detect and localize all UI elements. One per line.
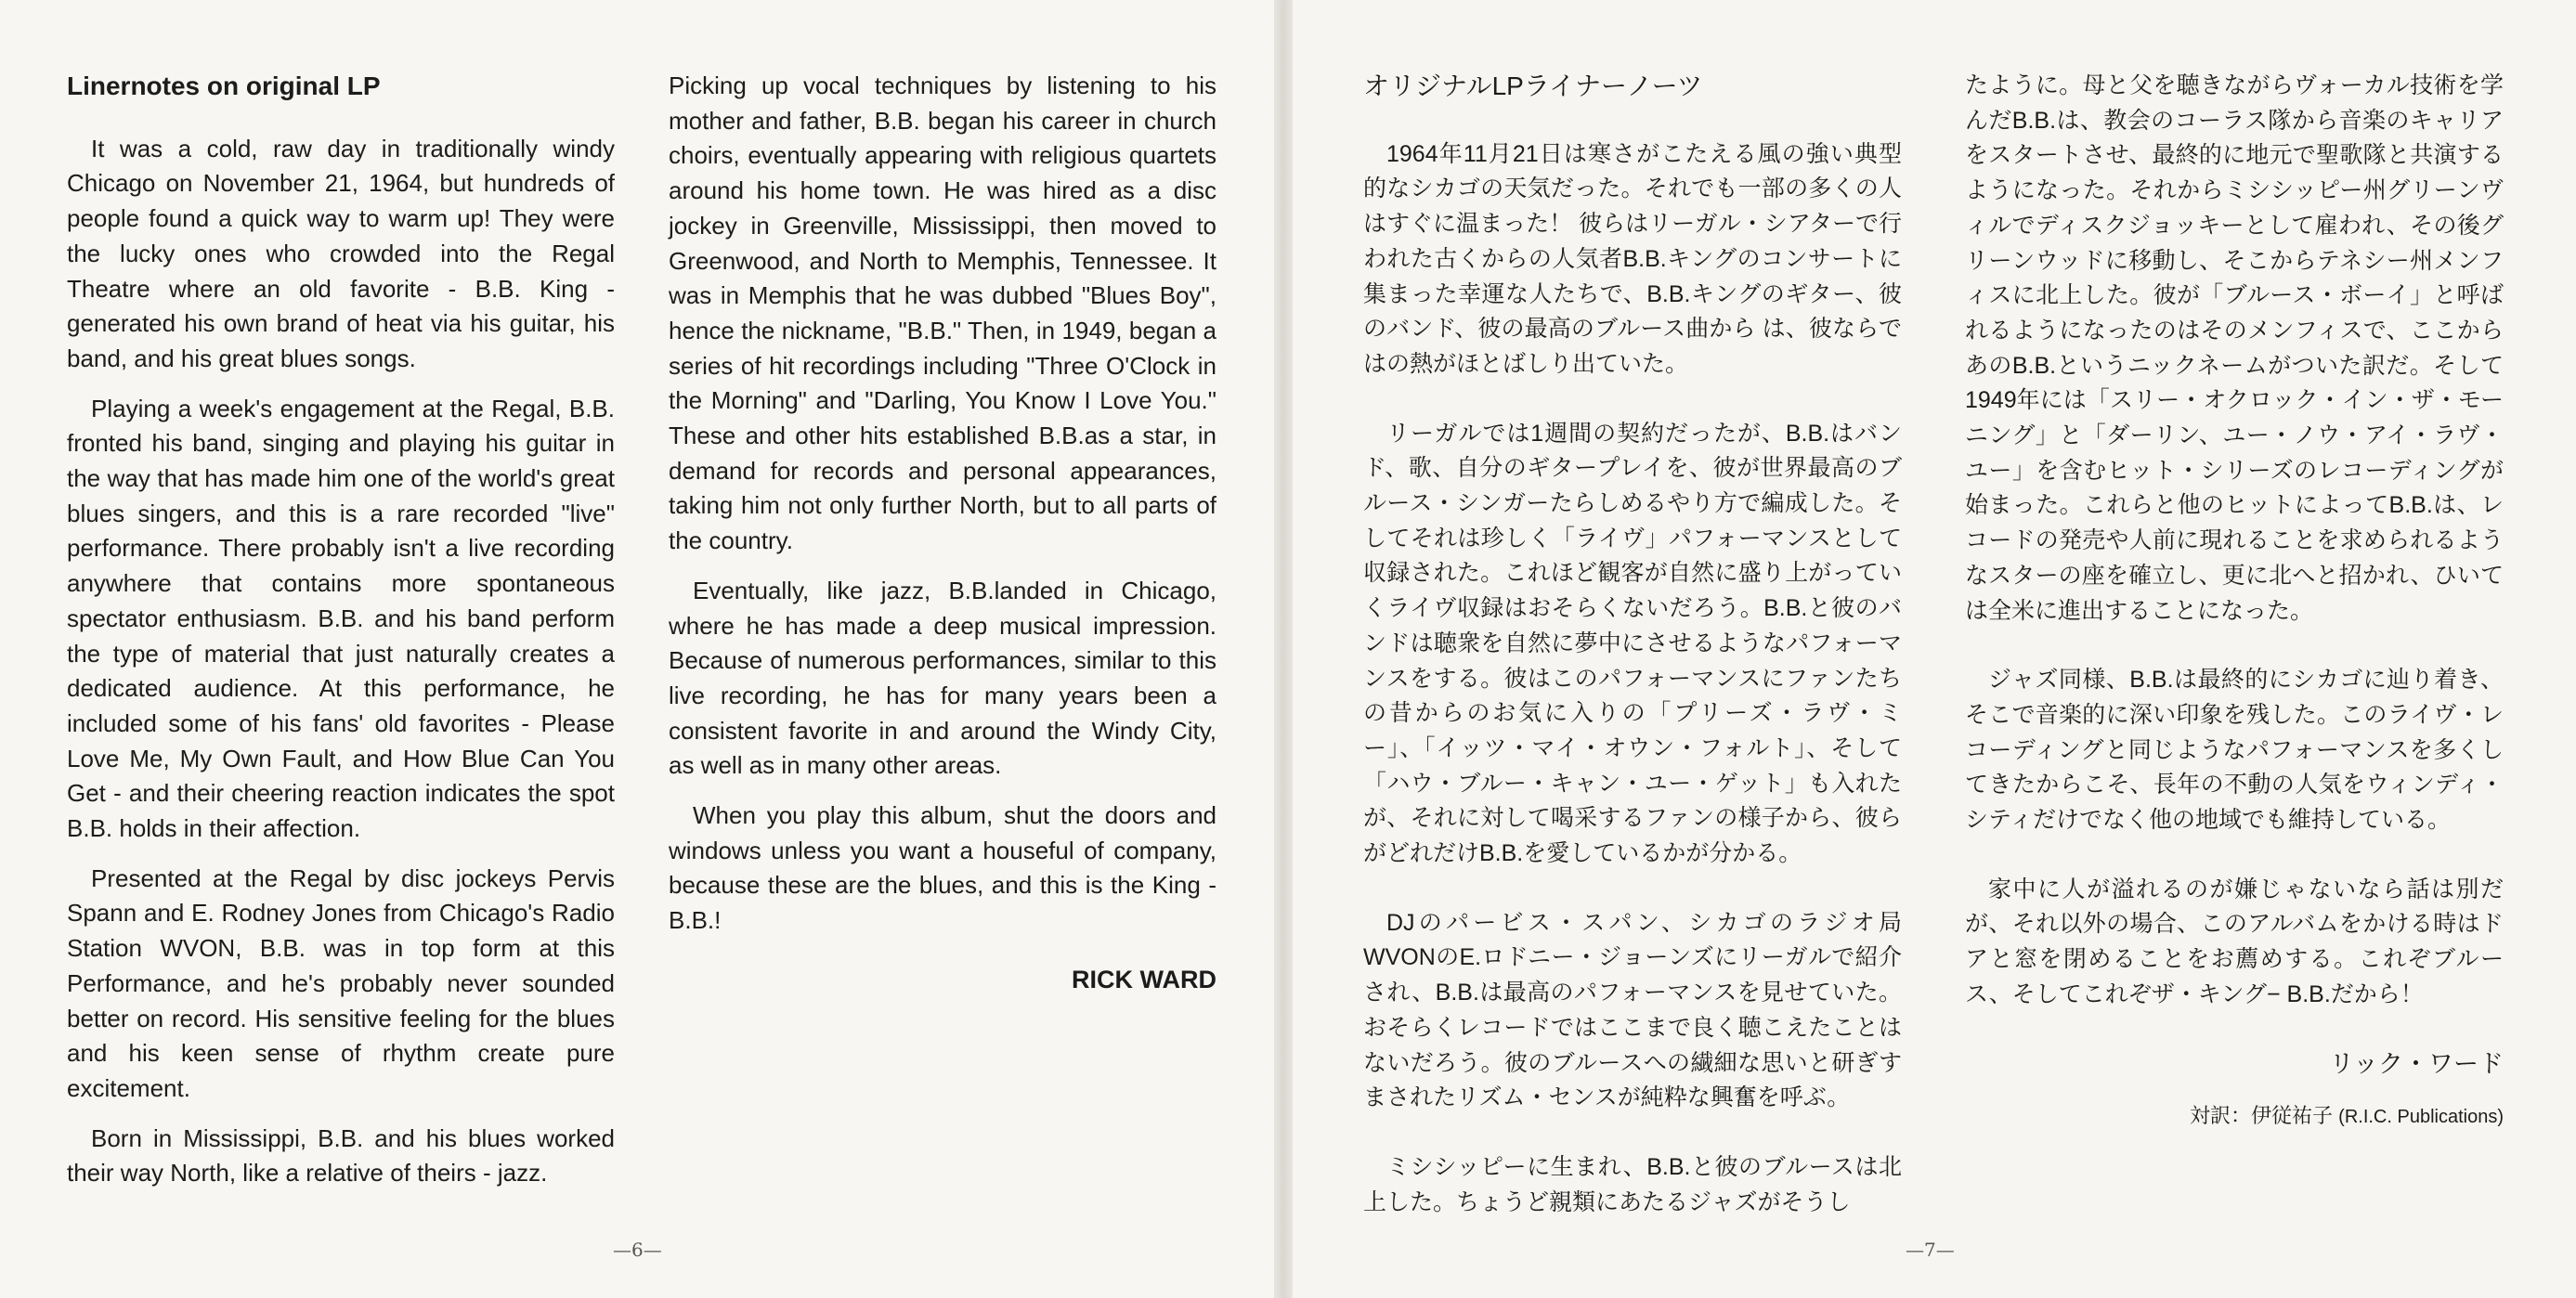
japanese-paragraph: ジャズ同様、B.B.は最終的にシカゴに辿り着き、そこで音楽的に深い印象を残した。このライヴ・レコーディングと同じようなパフォーマンスを多くしてきたからこそ、長年の不動の人気をウィンディ・シティだけでなく他の地域でも維持している。 xyxy=(1965,667,2504,834)
japanese-paragraph: リーガルでは1週間の契約だったが、B.B.はバンド、歌、自分のギタープレイを、彼が世界最高のブルース・シンガーたらしめるやり方で編成した。そしてそれは珍しく「ライヴ」パフォーマンスとして収録された。これほど観客が自然に盛り上がっていくライヴ収録はおそらくないだろう。B.B.と彼のバンドは聴衆を自然に夢中にさせるようなパフォーマンスをする。彼はこのパフォーマンスにファンたちの昔からのお気に入りの「プリーズ・ラヴ・ミー」、「イッツ・マイ・オウン・フォルト」、そして「ハウ・ブルー・キャン・ユー・ゲット」も入れたが、それに対して喝采するファンの様子から、彼らがどれだけB.B.を愛しているかが分かる。 xyxy=(1363,420,1902,867)
linernotes-heading: Linernotes on original LP xyxy=(67,71,381,100)
page-number-6: —6— xyxy=(613,1239,662,1261)
translator-name: 対訳：伊従祐子 xyxy=(2190,1104,2334,1128)
signature-rick-ward: RICK WARD xyxy=(1072,965,1216,993)
left-paragraph: Born in Mississippi, B.B. and his blues worked their way North, like a relative of theirs - jazz. xyxy=(67,1123,615,1188)
book-gutter xyxy=(1274,0,1293,1298)
signature-japanese: リック・ワード xyxy=(2329,1049,2504,1078)
japanese-paragraph: 家中に人が溢れるのが嫌じゃないなら話は別だが、それ以外の場合、このアルバムをかける時はドアと窓を閉めることをお薦めする。これぞブルース、そしてこれぞザ・キング− B.B.だから！ xyxy=(1965,876,2504,1007)
left-column-1 xyxy=(67,69,615,1206)
japanese-paragraph: 1964年11月21日は寒さがこたえる風の強い典型的なシカゴの天気だった。それでも一部の多くの人はすぐに温まった！ 彼らはリーガル・シアターで行われた古くからの人気者B.B.キングのコンサートに集まった幸運な人たちで、B.B.キングのギター、彼のバンド、彼の最高のブルース曲から は、彼ならではの熱がほとばしり出ていた。 xyxy=(1363,140,1902,377)
left-paragraph: It was a cold, raw day in traditionally windy Chicago on November 21, 1964, but hundreds of people found a quick way to warm up! They were the lucky ones who crowded into the Regal Theatre where an old favorite - B.B. King - generated his own brand of heat via his guitar, his band, and his great blues songs. xyxy=(67,134,615,372)
left-paragraph: Picking up vocal techniques by listening to his mother and father, B.B. began his career in church choirs, eventually appearing with religious quartets around his home town. He was hired as a disc jockey in Greenville, Mississippi, then moved to Greenwood, and North to Memphis, Tennessee. It was in Memphis that he was dubbed "Blues Boy", hence the nickname, "B.B." Then, in 1949, began a series of hit recordings including "Three O'Clock in the Morning" and "Darling, You Know I Love You." These and other hits established B.B.as a star, in demand for records and personal appearances, taking him not only further North, but to all parts of the country. xyxy=(669,71,1216,555)
japanese-paragraph: ミシシッピーに生まれ、B.B.と彼のブルースは北上した。ちょうど親類にあたるジャズがそうし xyxy=(1363,1153,1902,1215)
japanese-heading: オリジナルLPライナーノーツ xyxy=(1363,71,1703,100)
japanese-column-2 xyxy=(1965,69,2504,1136)
japanese-paragraph: DJのパービス・スパン、シカゴのラジオ局WVONのE.ロドニー・ジョーンズにリーガルで紹介され、B.B.は最高のパフォーマンスを見せていた。おそらくレコードではここまで良く聴こえたことはないだろう。彼のブルースへの繊細な思いと研ぎすまされたリズム・センスが純粋な興奮を呼ぶ。 xyxy=(1363,909,1902,1111)
japanese-paragraph: たように。母と父を聴きながらヴォーカル技術を学んだB.B.は、教会のコーラス隊から音楽のキャリアをスタートさせ、最終的に地元で聖歌隊と共演するようになった。それからミシシッピー州グリーンヴィルでディスクジョッキーとして雇われ、その後グリーンウッドに移動し、そこからテネシー州メンフィスに北上した。彼が「ブルース・ボーイ」と呼ばれるようになったのはそのメンフィスで、ここからあのB.B.というニックネームがついた訳だ。そして1949年には「スリー・オクロック・イン・ザ・モーニング」と「ダーリン、ユー・ノウ・アイ・ラヴ・ユー」を含むヒット・シリーズのレコーディングが始まった。これらと他のヒットによってB.B.は、レコードの発売や人前に現れることを求められるようなスターの座を確立し、更に北へと招かれ、ひいては全米に進出することになった。 xyxy=(1965,72,2504,624)
right-page xyxy=(1293,0,2576,1298)
left-page xyxy=(0,0,1274,1298)
translator-credit xyxy=(1965,1098,2504,1136)
left-paragraph: Playing a week's engagement at the Regal, B.B. fronted his band, singing and playing his guitar in the way that has made him one of the world's great blues singers, and this is a rare recorded "live" performance. There probably isn't a live recording anywhere that contains more spontaneous spectator enthusiasm. B.B. and his band perform the type of material that just naturally creates a dedicated audience. At this performance, he included some of his fans' old favorites - Please Love Me, My Own Fault, and How Blue Can You Get - and their cheering reaction indicates the spot B.B. holds in their affection. xyxy=(67,394,615,843)
translator-publisher: (R.I.C. Publications) xyxy=(2338,1107,2504,1128)
japanese-column-1 xyxy=(1363,69,1902,1254)
left-paragraph: When you play this album, shut the doors and windows unless you want a houseful of company, because these are the blues, and this is the King - B.B.! xyxy=(669,801,1216,935)
left-paragraph: Eventually, like jazz, B.B.landed in Chicago, where he has made a deep musical impression. Because of numerous performances, similar to this live recording, he has for many years been a consistent favorite in and around the Windy City, as well as in many other areas. xyxy=(669,576,1216,780)
left-column-2 xyxy=(669,69,1216,998)
left-paragraph: Presented at the Regal by disc jockeys Pervis Spann and E. Rodney Jones from Chicago's Radio Station WVON, B.B. was in top form at this Performance, and he's probably never sounded better on record. His sensitive feeling for the blues and his keen sense of rhythm create pure excitement. xyxy=(67,863,615,1102)
page-number-7: —7— xyxy=(1906,1239,1955,1261)
